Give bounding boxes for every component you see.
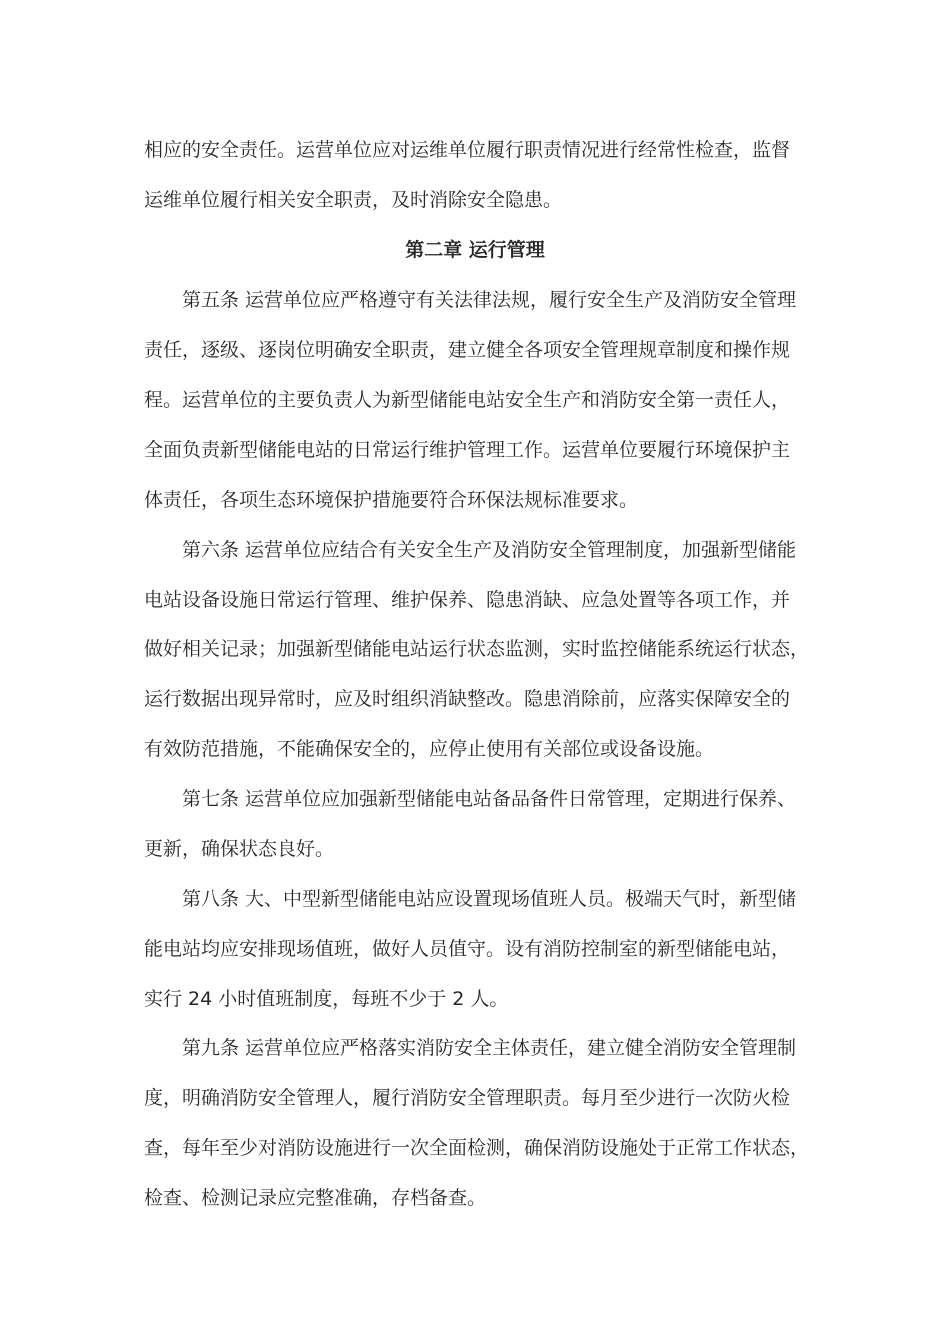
article-8-line: 第八条 大、中型新型储能电站应设置现场值班人员。极端天气时，新型储	[182, 888, 797, 910]
article-7-line: 第七条 运营单位应加强新型储能电站备品备件日常管理，定期进行保养、	[182, 788, 797, 810]
chapter-heading: 第二章 运行管理	[405, 239, 545, 261]
intro-line: 相应的安全责任。运营单位应对运维单位履行职责情况进行经常性检查，监督	[144, 139, 791, 161]
article-9-line: 度，明确消防安全管理人，履行消防安全管理职责。每月至少进行一次防火检	[144, 1087, 791, 1109]
article-5-line: 全面负责新型储能电站的日常运行维护管理工作。运营单位要履行环境保护主	[144, 439, 791, 461]
article-8-line: 能电站均应安排现场值班，做好人员值守。设有消防控制室的新型储能电站，	[144, 938, 791, 960]
article-8-line: 实行 24 小时值班制度，每班不少于 2 人。	[144, 988, 509, 1010]
article-6-line: 做好相关记录；加强新型储能电站运行状态监测，实时监控储能系统运行状态，	[144, 638, 810, 660]
article-6-line: 有效防范措施，不能确保安全的，应停止使用有关部位或设备设施。	[144, 738, 715, 760]
article-5-line: 体责任，各项生态环境保护措施要符合环保法规标准要求。	[144, 489, 639, 511]
article-6-line: 第六条 运营单位应结合有关安全生产及消防安全管理制度，加强新型储能	[182, 539, 797, 561]
article-5-line: 责任，逐级、逐岗位明确安全职责，建立健全各项安全管理规章制度和操作规	[144, 339, 791, 361]
article-6-line: 运行数据出现异常时，应及时组织消缺整改。隐患消除前，应落实保障安全的	[144, 688, 791, 710]
article-6-line: 电站设备设施日常运行管理、维护保养、隐患消缺、应急处置等各项工作，并	[144, 589, 791, 611]
article-7-line: 更新，确保状态良好。	[144, 838, 335, 860]
intro-line: 运维单位履行相关安全职责，及时消除安全隐患。	[144, 189, 563, 211]
article-9-line: 查，每年至少对消防设施进行一次全面检测，确保消防设施处于正常工作状态，	[144, 1137, 810, 1159]
article-5-line: 第五条 运营单位应严格遵守有关法律法规，履行安全生产及消防安全管理	[182, 289, 797, 311]
article-5-line: 程。运营单位的主要负责人为新型储能电站安全生产和消防安全第一责任人，	[144, 389, 791, 411]
article-9-line: 第九条 运营单位应严格落实消防安全主体责任，建立健全消防安全管理制	[182, 1037, 797, 1059]
article-9-line: 检查、检测记录应完整准确，存档备查。	[144, 1187, 487, 1209]
